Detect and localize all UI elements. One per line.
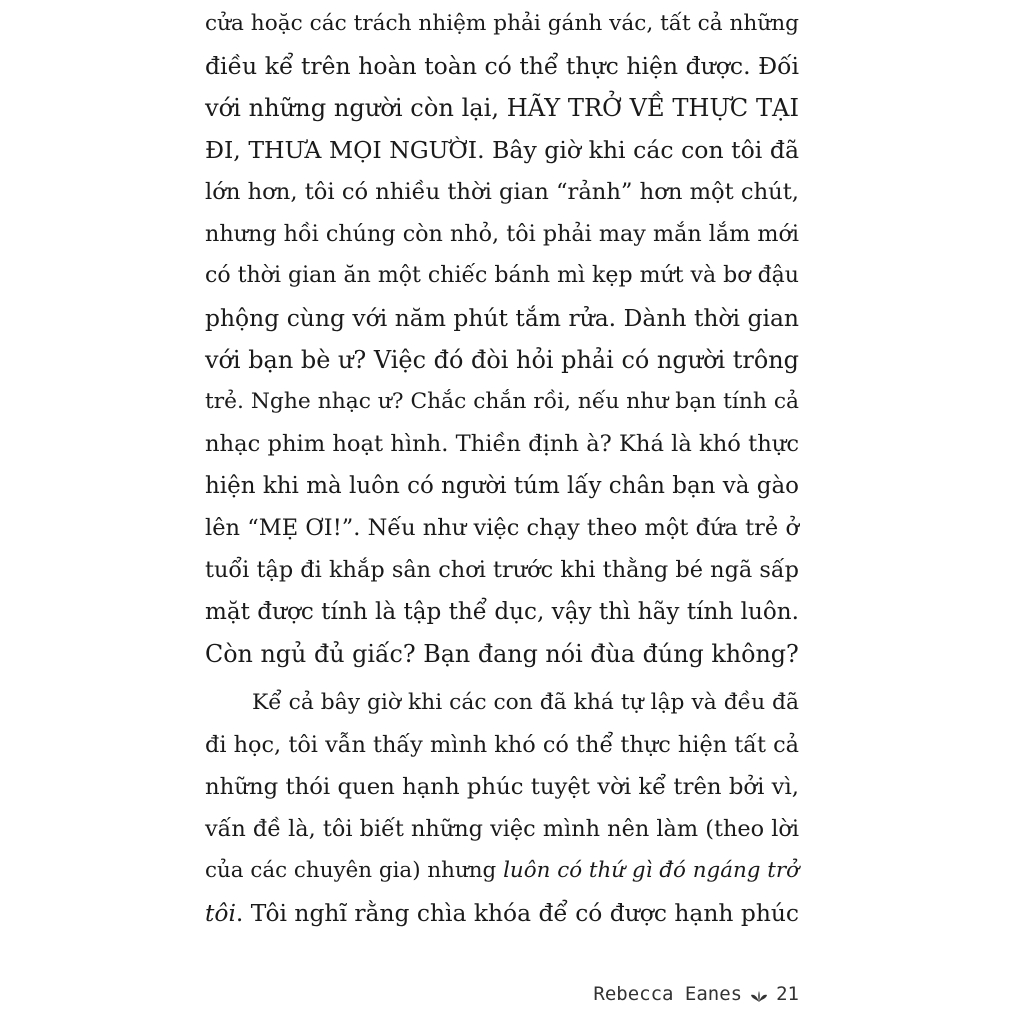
p1-line-12: hiện khi mà luôn có người túm lấy chân bạn và gào: [205, 473, 799, 499]
p1-line-9: với bạn bè ư? Việc đó đòi hỏi phải có người trông: [205, 346, 799, 374]
p2-line-3: những thói quen hạnh phúc tuyệt vời kể trên bởi vì,: [205, 774, 799, 800]
p1-line-13: lên “MẸ ƠI!”. Nếu như việc chạy theo một đứa trẻ ở: [205, 515, 799, 541]
page-body-text: [205, 3, 799, 934]
p2-line-2: đi học, tôi vẫn thấy mình khó có thể thực hiện tất cả: [205, 732, 799, 758]
paragraph-gap: [205, 675, 799, 682]
p1-line-4: ĐI, THƯA MỌI NGƯỜI. Bây giờ khi các con tôi đã: [205, 136, 799, 164]
p2-line-6-plain: . Tôi nghĩ rằng chìa khóa để có được hạnh phúc: [235, 899, 799, 927]
p1-line-6: nhưng hồi chúng còn nhỏ, tôi phải may mắn lắm mới: [205, 221, 799, 247]
p2-line-1: Kể cả bây giờ khi các con đã khá tự lập và đều đã: [252, 690, 799, 715]
p2-line-4: vấn đề là, tôi biết những việc mình nên làm (theo lời: [205, 816, 799, 842]
p2-line-6: [205, 892, 799, 934]
p1-line-2: điều kể trên hoàn toàn có thể thực hiện được. Đối: [205, 52, 799, 80]
p1-line-5: lớn hơn, tôi có nhiều thời gian “rảnh” hơn một chút,: [205, 179, 799, 205]
p1-line-8: phộng cùng với năm phút tắm rửa. Dành thời gian: [205, 304, 799, 332]
p1-line-3: với những người còn lại, HÃY TRỞ VỀ THỰC TẠI: [205, 94, 799, 122]
leaf-ornament-icon: [750, 987, 768, 1001]
p1-line-15: mặt được tính là tập thể dục, vậy thì hãy tính luôn.: [205, 599, 799, 625]
p1-line-16: Còn ngủ đủ giấc? Bạn đang nói đùa đúng không?: [205, 640, 799, 668]
footer-author: Rebecca Eanes: [593, 983, 743, 1005]
p1-line-10: trẻ. Nghe nhạc ư? Chắc chắn rồi, nếu như bạn tính cả: [205, 389, 799, 414]
page-footer: [593, 983, 799, 1005]
page-number: 21: [776, 983, 799, 1005]
p1-line-7: có thời gian ăn một chiếc bánh mì kẹp mứt và bơ đậu: [205, 263, 799, 288]
p1-line-1: cửa hoặc các trách nhiệm phải gánh vác, tất cả những: [205, 11, 799, 36]
p2-line-5: [205, 850, 799, 892]
p1-line-14: tuổi tập đi khắp sân chơi trước khi thằng bé ngã sấp: [205, 557, 799, 583]
p1-line-11: nhạc phim hoạt hình. Thiền định à? Khá là khó thực: [205, 431, 799, 457]
p2-line-5-plain: của các chuyên gia) nhưng: [205, 858, 504, 883]
p2-line-5-italic: luôn có thứ gì đó ngáng trở: [503, 858, 800, 883]
p2-line-6-italic: tôi: [205, 899, 236, 927]
